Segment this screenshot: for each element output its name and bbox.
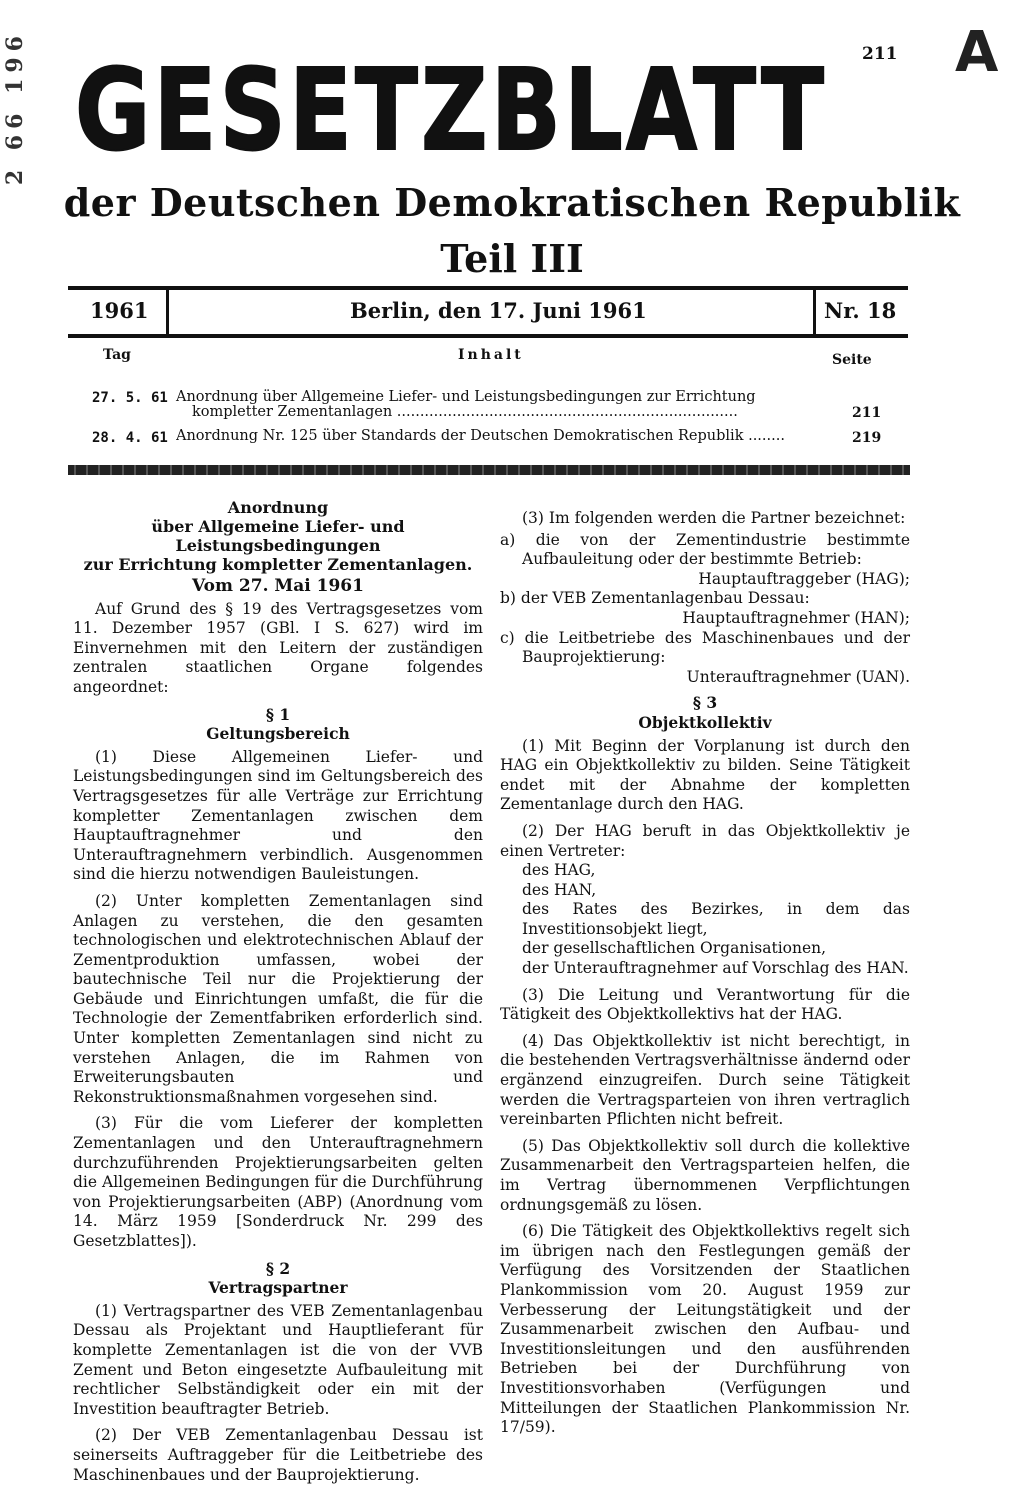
issue-place-date: Berlin, den 17. Juni 1961	[350, 298, 647, 323]
toc-header-page: Seite	[832, 352, 872, 368]
part-label: Teil III	[440, 236, 584, 281]
issue-separator	[813, 290, 816, 334]
ordinance-title: Anordnung	[227, 498, 329, 517]
representative-list	[500, 861, 910, 979]
list-item: der gesellschaftlichen Organisationen,	[522, 939, 827, 958]
toc-entry-title[interactable]: Anordnung über Allgemeine Liefer- und Leistungsbedingungen zur Errichtung	[176, 389, 756, 405]
paragraph: (1) Mit Beginn der Vorplanung ist durch den HAG ein Objektkollektiv zu bilden. Seine Tätigkeit endet mit der Abnahme der kompletten Zementanlage durch den HAG.	[500, 736, 910, 814]
toc-entry-title-cont[interactable]: kompletter Zementanlagen ..........................................................................	[192, 404, 738, 420]
paragraph: (1) Vertragspartner des VEB Zementanlagenbau Dessau als Projektant und Hauptlieferant für komplette Zementanlagen ist die von der VVB Zement und Beton eingesetzte Aufbauleitung mit rechtlicher Selbständigkeit oder ein mit der Investition beauftragter Betrieb.	[73, 1301, 483, 1418]
toc-header-day: Tag	[103, 347, 131, 363]
section-number: § 2	[265, 1258, 291, 1278]
paragraph: (2) Unter kompletten Zementanlagen sind Anlagen zu verstehen, die den gesamten technologischen und elektrotechnischen Ablauf der Zementproduktion umfassen, wobei der bautechnische Teil nur die Projektierung der Gebäude und Einrichtungen umfaßt, die für die Technologie der Zementfabriken erforderlich sind. Unter kompletten Zementanlagen sind nicht zu verstehen Anlagen, die im Rahmen von Erweiterungsbauten und Rekonstruktionsmaßnahmen vorgesehen sind.	[73, 891, 483, 1106]
list-item: der Unterauftragnehmer auf Vorschlag des HAN.	[522, 959, 909, 978]
list-item: des HAN,	[522, 880, 597, 899]
margin-stamp: 2 66 196	[2, 30, 28, 186]
section-title: Geltungsbereich	[206, 724, 350, 744]
section-divider	[68, 465, 910, 475]
section-number: § 1	[265, 704, 291, 724]
ordinance-title: zur Errichtung kompletter Zementanlagen.	[83, 555, 473, 574]
paragraph: (2) Der VEB Zementanlagenbau Dessau ist seinerseits Auftraggeber für die Leitbetriebe des Maschinenbaues und der Bauprojektierung.	[73, 1426, 483, 1484]
toc-entry-page: 219	[852, 430, 882, 446]
paragraph: (6) Die Tätigkeit des Objektkollektivs regelt sich im übrigen nach den Festlegungen gemäß der Verfügung des Vorsitzenden der Staatlichen Plankommission vom 20. August 1959 zur Verbesserung der Leitungstätigkeit und der Zusammenarbeit zwischen den Aufbau- und Investitionsleitungen und den ausführenden Betrieben bei der Durchführung von Investitionsvorhaben (Verfügungen und Mitteilungen der Staatlichen Plankommission Nr. 17/59).	[500, 1222, 910, 1437]
paragraph: (2) Der HAG beruft in das Objektkollektiv je einen Vertreter:	[500, 821, 910, 860]
paragraph: (3) Für die vom Lieferer der kompletten Zementanlagen und den Unterauftragnehmern durchzuführenden Projektierungsarbeiten gelten die Allgemeinen Bedingungen für die Durchführung von Projektierungsarbeiten (ABP) (Anordnung vom 14. März 1959 [Sonderdruck Nr. 299 des Gesetzblattes]).	[73, 1114, 483, 1250]
section-title: Objektkollektiv	[638, 712, 772, 732]
list-item-label: Unterauftragnehmer (UAN).	[686, 667, 910, 686]
issue-number: Nr. 18	[824, 298, 897, 323]
issue-bar	[68, 286, 908, 338]
toc-entry-title[interactable]: Anordnung Nr. 125 über Standards der Deutschen Demokratischen Republik ........	[176, 428, 785, 444]
toc-entry-page: 211	[852, 405, 882, 421]
list-item: des HAG,	[522, 861, 596, 880]
corner-mark: A	[955, 20, 999, 85]
masthead-subtitle: der Deutschen Demokratischen Republik	[63, 180, 961, 225]
masthead-title: GESETZBLATT	[75, 46, 828, 176]
list-item: des Rates des Bezirkes, in dem das Investitionsobjekt liegt,	[522, 900, 910, 938]
list-item-label: Hauptauftragnehmer (HAN);	[682, 608, 910, 627]
section-number: § 3	[692, 693, 718, 713]
page-number: 211	[862, 44, 898, 64]
paragraph: (5) Das Objektkollektiv soll durch die kollektive Zusammenarbeit den Vertragsparteien helfen, die im Vertrag übernommenen Verpflichtungen ordnungsgemäß zu lösen.	[500, 1136, 910, 1214]
paragraph: (4) Das Objektkollektiv ist nicht berechtigt, in die bestehenden Vertragsverhältnisse ändernd oder ergänzend einzugreifen. Durch seine Tätigkeit werden die Vertragsparteien von ihren vertraglich vereinbarten Pflichten nicht befreit.	[500, 1031, 910, 1129]
list-item: a) die von der Zementindustrie bestimmte Aufbauleitung oder der bestimmte Betrieb:	[500, 530, 910, 569]
paragraph: (1) Diese Allgemeinen Liefer- und Leistungsbedingungen sind im Geltungsbereich des Vertragsgesetzes für alle Verträge zur Errichtung kompletter Zementanlagen zwischen dem Hauptauftragnehmer und den Unterauftragnehmern verbindlich. Ausgenommen sind die hierzu notwendigen Bauleistungen.	[73, 747, 483, 884]
ordinance-title: über Allgemeine Liefer- und Leistungsbedingungen	[151, 517, 405, 555]
list-item: c) die Leitbetriebe des Maschinenbaues und der Bauprojektierung:	[500, 628, 910, 667]
preamble: Auf Grund des § 19 des Vertragsgesetzes vom 11. Dezember 1957 (GBl. I S. 627) wird im Einvernehmen mit den Leitern der zuständigen zentralen staatlichen Organe folgendes angeordnet:	[73, 599, 483, 696]
issue-year: 1961	[90, 298, 149, 323]
issue-separator	[166, 290, 169, 334]
right-column	[500, 509, 910, 1445]
toc-entry-date: 27. 5. 61	[92, 390, 168, 406]
toc-entry-date: 28. 4. 61	[92, 430, 168, 446]
section-title: Vertragspartner	[208, 1278, 348, 1298]
paragraph: (3) Die Leitung und Verantwortung für die Tätigkeit des Objektkollektivs hat der HAG.	[500, 985, 910, 1024]
toc-header-contents: Inhalt	[458, 347, 524, 363]
left-column	[73, 498, 483, 1492]
paragraph: (3) Im folgenden werden die Partner bezeichnet:	[522, 509, 906, 527]
ordinance-date: Vom 27. Mai 1961	[192, 576, 364, 596]
list-item: b) der VEB Zementanlagenbau Dessau:	[500, 589, 810, 608]
list-item-label: Hauptauftraggeber (HAG);	[698, 569, 910, 588]
